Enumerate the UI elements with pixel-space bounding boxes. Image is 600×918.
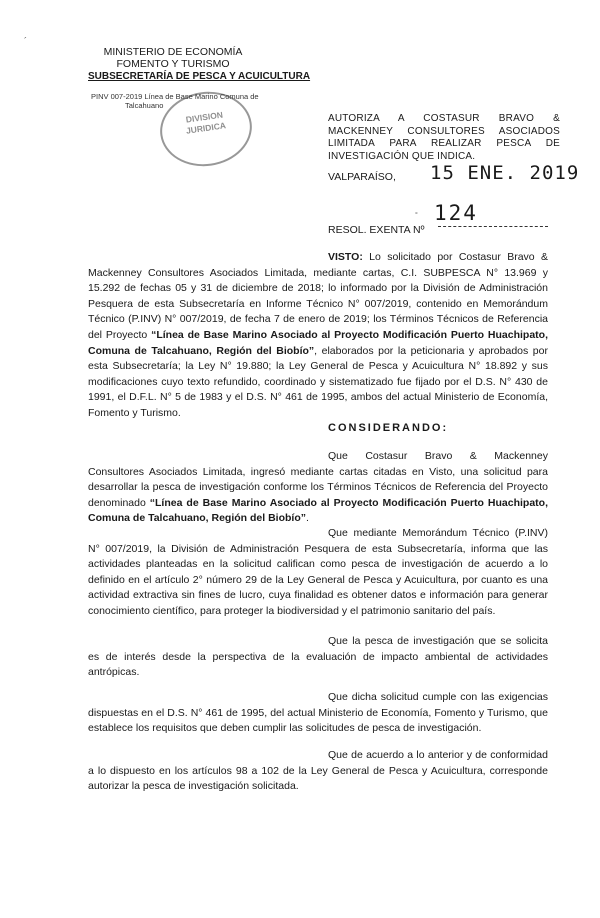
- considerando-p1-end: .: [305, 512, 309, 525]
- visto-text-a: Lo solicitado por Costasur Bravo & Mackenney Consultores Asociados Limitada, mediante cartas, C.I. SUBPESCA N° 13.969 y 15.292 de fechas 05 y 31 de diciembre de 2018; lo informado por la División de Administración Pesquera de esta Subsecretaría en Informe Técnico N° 007/2019, contenido en Memorándum Técnico (P.INV) N° 007/2019, de fecha 7 de enero de 2019; los Términos Técnicos de Referencia del Proyecto: [88, 251, 548, 341]
- corner-mark: ´: [24, 36, 27, 46]
- resolution-label: RESOL. EXENTA Nº: [328, 224, 425, 236]
- considerando-paragraph-1: [88, 449, 548, 527]
- place: VALPARAÍSO,: [328, 171, 396, 183]
- considerando-paragraph-4: Que dicha solicitud cumple con las exigencias dispuestas en el D.S. N° 461 de 1995, del actual Ministerio de Economía, Fomento y Turismo, que establece los requisitos que deben cumplir las solicitudes de pesca de investigación.: [88, 691, 548, 735]
- visto-paragraph: [88, 250, 548, 422]
- visto-project-title: “Línea de Base Marino Asociado al Proyecto Modificación Puerto Huachipato, Comuna de Talcahuano, Región del Biobío”: [88, 328, 548, 357]
- resolution-number: 124: [434, 201, 478, 225]
- considerando-paragraph-5: Que de acuerdo a lo anterior y de conformidad a lo dispuesto en los artículos 98 a 102 de la Ley General de Pesca y Acuicultura, corresponde autorizar la pesca de investigación solicitada.: [88, 749, 548, 793]
- considerando-paragraph-3: Que la pesca de investigación que se solicita es de interés desde la perspectiva de la evaluación de impacto ambiental de actividades antrópicas.: [88, 635, 548, 679]
- resolution-underline: [438, 226, 548, 227]
- considerando-p1-project: “Línea de Base Marino Asociado al Proyecto Modificación Puerto Huachipato, Comuna de Talcahuano, Región del Biobío”: [88, 496, 548, 525]
- stamp-line-1: DIVISION: [185, 109, 224, 125]
- considerando-paragraph-2: Que mediante Memorándum Técnico (P.INV) N° 007/2019, la División de Administración Pesquera de esta Subsecretaría, informa que las actividades planteadas en la solicitud califican como pesca de investigación de acuerdo a lo definido en el artículo 2° número 29 de la Ley General de Pesca y Acuicultura, por cuanto es una actividad extractiva sin fines de lucro, cuya finalidad es obtener datos e información para generar conocimiento científico, para proteger la biodiversidad y el patrimonio sanitario del país.: [88, 527, 548, 617]
- stamp-line-2: JURIDICA: [185, 120, 227, 136]
- visto-text-b: , elaborados por la peticionaria y aprobados por esta Subsecretaría; la Ley N° 19.880; la Ley General de Pesca y Acuicultura N° 18.892 y sus modificaciones cuyo texto refundido, coordinado y sistematizado fue fijado por el D.S. N° 430 de 1991, el D.F.L. N° 5 de 1983 y el D.S. N° 461 de 1995, ambos del actual Ministerio de Economía, Fomento y Turismo.: [88, 344, 548, 419]
- resolution-title: AUTORIZA A COSTASUR BRAVO & MACKENNEY CONSULTORES ASOCIADOS LIMITADA PARA REALIZAR PESCA DE INVESTIGACIÓN QUE INDICA.: [328, 113, 560, 162]
- visto-lead: VISTO:: [328, 251, 363, 263]
- reference-line-2: Talcahuano: [125, 101, 164, 110]
- ministry-name: MINISTERIO DE ECONOMÍA: [103, 46, 243, 58]
- resolution-mark: °: [415, 212, 418, 219]
- reference-line-1: PINV 007-2019 Línea de Base Marino Comuna de: [91, 92, 259, 101]
- considerando-heading: CONSIDERANDO:: [328, 422, 449, 434]
- considerando-p1-text: Que Costasur Bravo & Mackenney Consultores Asociados Limitada, ingresó mediante cartas citadas en Visto, una solicitud para desarrollar la pesca de investigación conforme los Términos Técnicos de Referencia del Proyecto denominado: [88, 450, 548, 509]
- subsecretaria-name: SUBSECRETARÍA DE PESCA Y ACUICULTURA: [88, 71, 311, 82]
- letterhead: [88, 46, 311, 83]
- ministry-name-line2: FOMENTO Y TURISMO: [116, 58, 230, 70]
- date-stamp: 15 ENE. 2019: [430, 162, 580, 184]
